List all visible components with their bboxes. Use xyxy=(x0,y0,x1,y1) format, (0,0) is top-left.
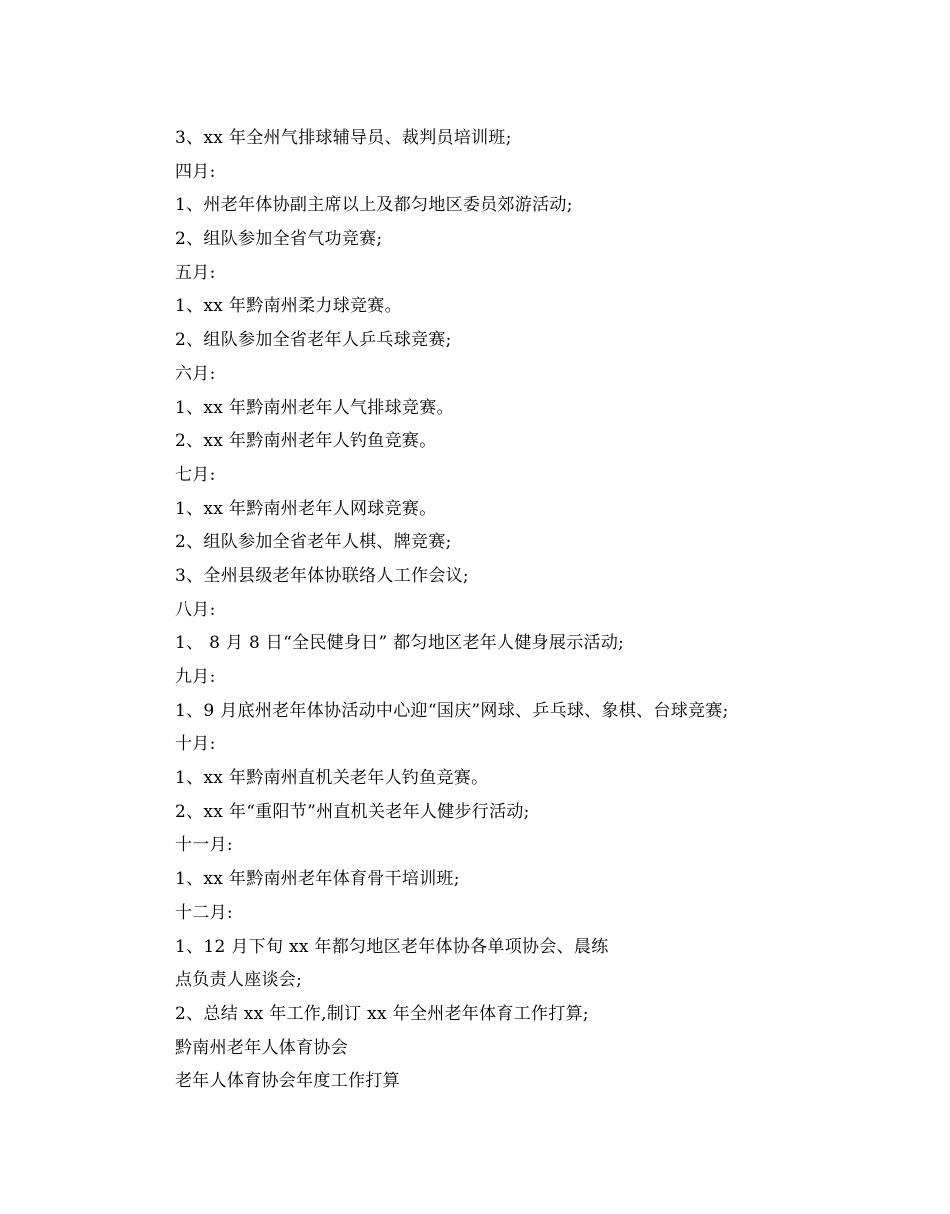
text-line: 1、xx 年黔南州老年体育骨干培训班; xyxy=(175,869,460,890)
text-line: 3、全州县级老年体协联络人工作会议; xyxy=(175,565,469,586)
text-line: 1、xx 年黔南州老年人气排球竞赛。 xyxy=(175,397,454,418)
organization-name: 黔南州老年人体育协会 xyxy=(175,1037,348,1058)
text-line: 1、 8 月 8 日“全民健身日” 都匀地区老年人健身展示活动; xyxy=(175,633,625,654)
text-line: 1、xx 年黔南州直机关老年人钓鱼竞赛。 xyxy=(175,768,489,789)
text-line: 3、xx 年全州气排球辅导员、裁判员培训班; xyxy=(175,128,512,148)
month-heading: 六月: xyxy=(175,363,216,384)
month-heading: 十月: xyxy=(175,734,216,755)
month-heading: 九月: xyxy=(175,667,216,687)
month-heading: 十二月: xyxy=(175,902,233,923)
text-line: 2、组队参加全省气功竞赛; xyxy=(175,229,383,250)
text-line: 2、xx 年黔南州老年人钓鱼竞赛。 xyxy=(175,431,437,452)
month-heading: 十一月: xyxy=(175,835,233,856)
month-heading: 八月: xyxy=(175,599,216,620)
text-line: 1、xx 年黔南州老年人网球竞赛。 xyxy=(175,498,437,519)
document-body xyxy=(175,122,915,1099)
text-line: 2、xx 年“重阳节”州直机关老年人健步行活动; xyxy=(175,801,530,822)
text-line: 2、组队参加全省老年人乒乓球竞赛; xyxy=(175,330,452,351)
document-title: 老年人体育协会年度工作打算 xyxy=(175,1071,400,1092)
month-heading: 七月: xyxy=(175,464,216,485)
text-line: 2、组队参加全省老年人棋、牌竞赛; xyxy=(175,532,452,553)
text-line: 1、12 月下旬 xx 年都匀地区老年体协各单项协会、晨练 xyxy=(175,936,609,957)
text-line: 1、xx 年黔南州柔力球竞赛。 xyxy=(175,296,402,317)
text-line: 1、州老年体协副主席以上及都匀地区委员郊游活动; xyxy=(175,195,573,216)
month-heading: 四月: xyxy=(175,161,216,182)
text-line: 点负责人座谈会; xyxy=(175,970,303,991)
month-heading: 五月: xyxy=(175,262,216,283)
text-line: 2、总结 xx 年工作,制订 xx 年全州老年体育工作打算; xyxy=(175,1003,589,1024)
text-line: 1、9 月底州老年体协活动中心迎“国庆”网球、乒乓球、象棋、台球竞赛; xyxy=(175,700,729,721)
